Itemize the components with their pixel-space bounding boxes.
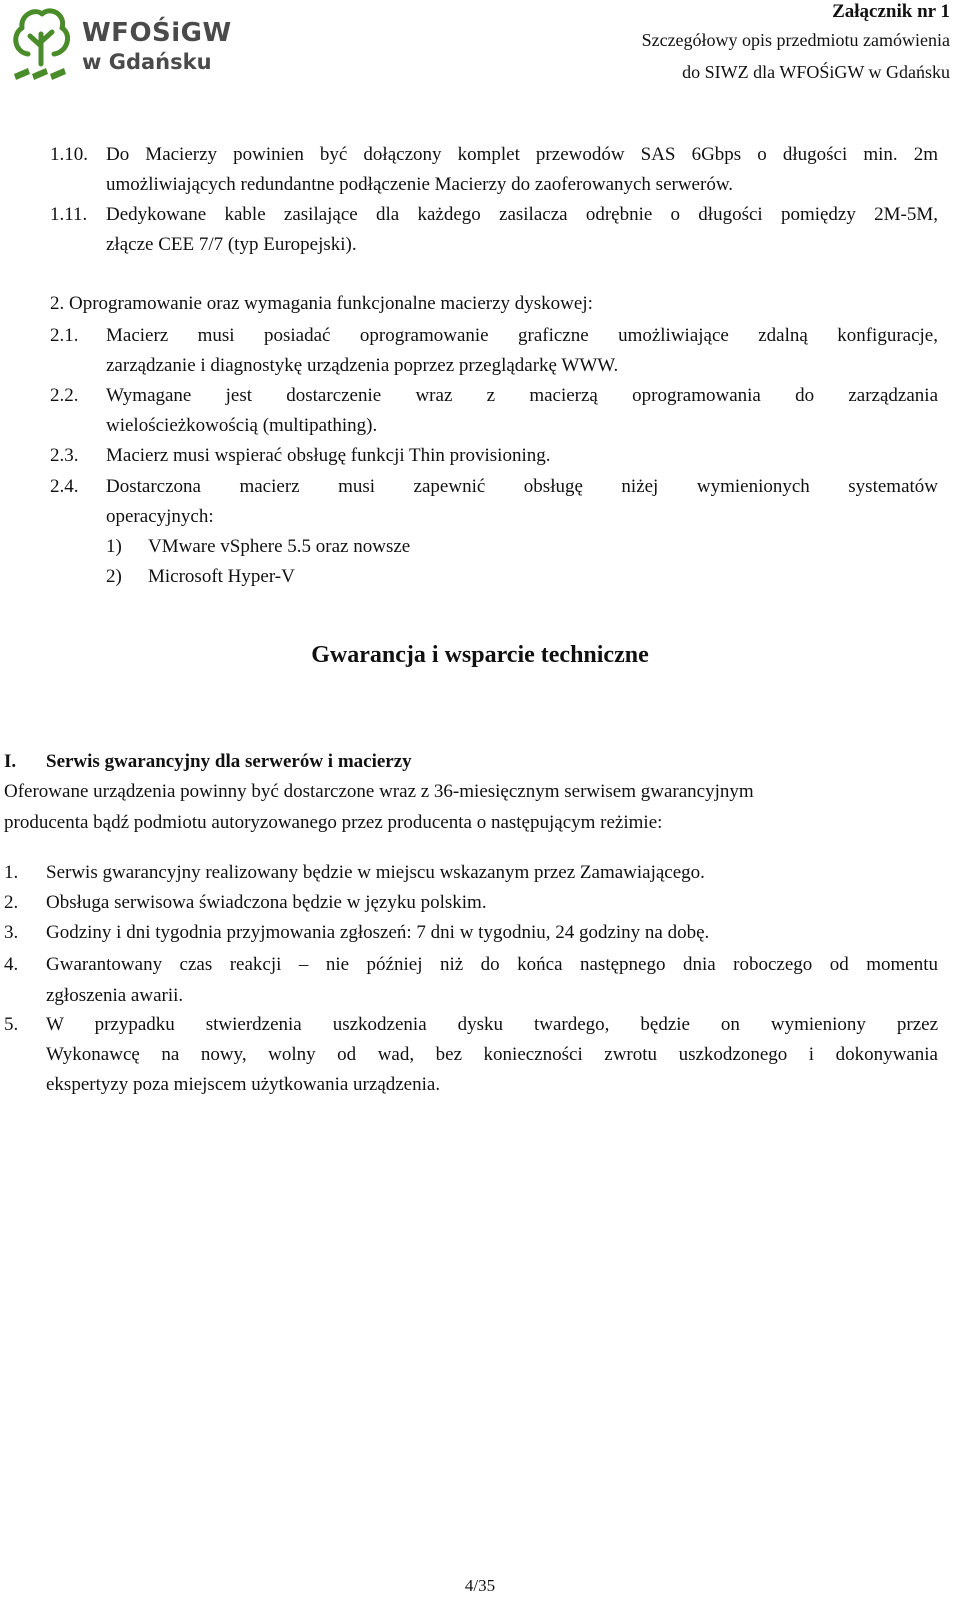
warranty-item-number: 1. [4, 862, 19, 883]
warranty-item-4-line2: zgłoszenia awarii. [46, 985, 184, 1006]
logo-name: WFOŚiGW [82, 18, 232, 48]
item-2-4-line2: operacyjnych: [106, 506, 214, 527]
warranty-item-5-line1: W przypadku stwierdzenia uszkodzenia dysku twardego, będzie on wymieniony przez [46, 1014, 938, 1035]
os-list-item-hyperv: Microsoft Hyper-V [148, 566, 295, 587]
item-number: 2.3. [50, 445, 79, 466]
warranty-item-number: 5. [4, 1014, 19, 1035]
warranty-intro-line2: producenta bądź podmiotu autoryzowanego przez producenta o następującym reżimie: [4, 812, 663, 833]
warranty-item-number: 4. [4, 954, 19, 975]
warranty-item-5-line3: ekspertyzy poza miejscem użytkowania urządzenia. [46, 1074, 441, 1095]
item-1-11-line1: Dedykowane kable zasilające dla każdego zasilacza odrębnie o długości pomiędzy 2M-5M, [106, 204, 938, 225]
item-1-10-line2: umożliwiających redundantne podłączenie Macierzy do zaoferowanych serwerów. [106, 174, 734, 195]
header-subtitle-line1: Szczegółowy opis przedmiotu zamówienia [641, 30, 950, 50]
item-number: 1.10. [50, 144, 88, 165]
item-2-2-line2: wielościeżkowością (multipathing). [106, 415, 378, 436]
os-list-number: 2) [106, 566, 122, 587]
annex-label: Załącznik nr 1 [832, 1, 950, 22]
warranty-heading: Gwarancja i wsparcie techniczne [311, 642, 649, 668]
warranty-subheading: Serwis gwarancyjny dla serwerów i macierzy [46, 751, 412, 772]
item-2-2-line1: Wymagane jest dostarczenie wraz z macierzą oprogramowania do zarządzania [106, 385, 938, 406]
item-2-1-line1: Macierz musi posiadać oprogramowanie graficzne umożliwiające zdalną konfiguracje, [106, 325, 938, 346]
warranty-item-2: Obsługa serwisowa świadczona będzie w języku polskim. [46, 892, 487, 913]
item-1-11-line2: złącze CEE 7/7 (typ Europejski). [106, 234, 357, 255]
header-subtitle-line2: do SIWZ dla WFOŚiGW w Gdańsku [682, 62, 950, 82]
warranty-item-1: Serwis gwarancyjny realizowany będzie w miejscu wskazanym przez Zamawiającego. [46, 862, 705, 883]
item-2-4-line1: Dostarczona macierz musi zapewnić obsługę niżej wymienionych systematów [106, 476, 938, 497]
os-list-item-vmware: VMware vSphere 5.5 oraz nowsze [148, 536, 411, 557]
logo-city: w Gdańsku [82, 50, 212, 74]
section-2-title: 2. Oprogramowanie oraz wymagania funkcjonalne macierzy dyskowej: [50, 293, 593, 314]
warranty-item-number: 3. [4, 922, 19, 943]
warranty-item-4-line1: Gwarantowany czas reakcji – nie później niż do końca następnego dnia roboczego od momentu [46, 954, 938, 975]
page-number: 4/35 [464, 1576, 496, 1595]
item-2-1-line2: zarządzanie i diagnostykę urządzenia poprzez przeglądarkę WWW. [106, 355, 619, 376]
item-1-10-line1: Do Macierzy powinien być dołączony komplet przewodów SAS 6Gbps o długości min. 2m [106, 144, 938, 165]
item-number: 2.1. [50, 325, 79, 346]
subheading-number: I. [4, 751, 17, 772]
warranty-item-3: Godziny i dni tygodnia przyjmowania zgłoszeń: 7 dni w tygodniu, 24 godziny na dobę. [46, 922, 710, 943]
os-list-number: 1) [106, 536, 122, 557]
warranty-item-5-line2: Wykonawcę na nowy, wolny od wad, bez konieczności zwrotu uszkodzonego i dokonywania [46, 1044, 938, 1065]
warranty-item-number: 2. [4, 892, 19, 913]
wfosigw-logo [8, 4, 248, 86]
item-number: 1.11. [50, 204, 88, 225]
document-header [642, 0, 950, 88]
item-number: 2.2. [50, 385, 79, 406]
item-number: 2.4. [50, 476, 79, 497]
warranty-intro-line1: Oferowane urządzenia powinny być dostarczone wraz z 36-miesięcznym serwisem gwarancyjnym [4, 781, 754, 802]
tree-logo-icon [8, 4, 78, 86]
item-2-3-line1: Macierz musi wspierać obsługę funkcji Thin provisioning. [106, 445, 551, 466]
